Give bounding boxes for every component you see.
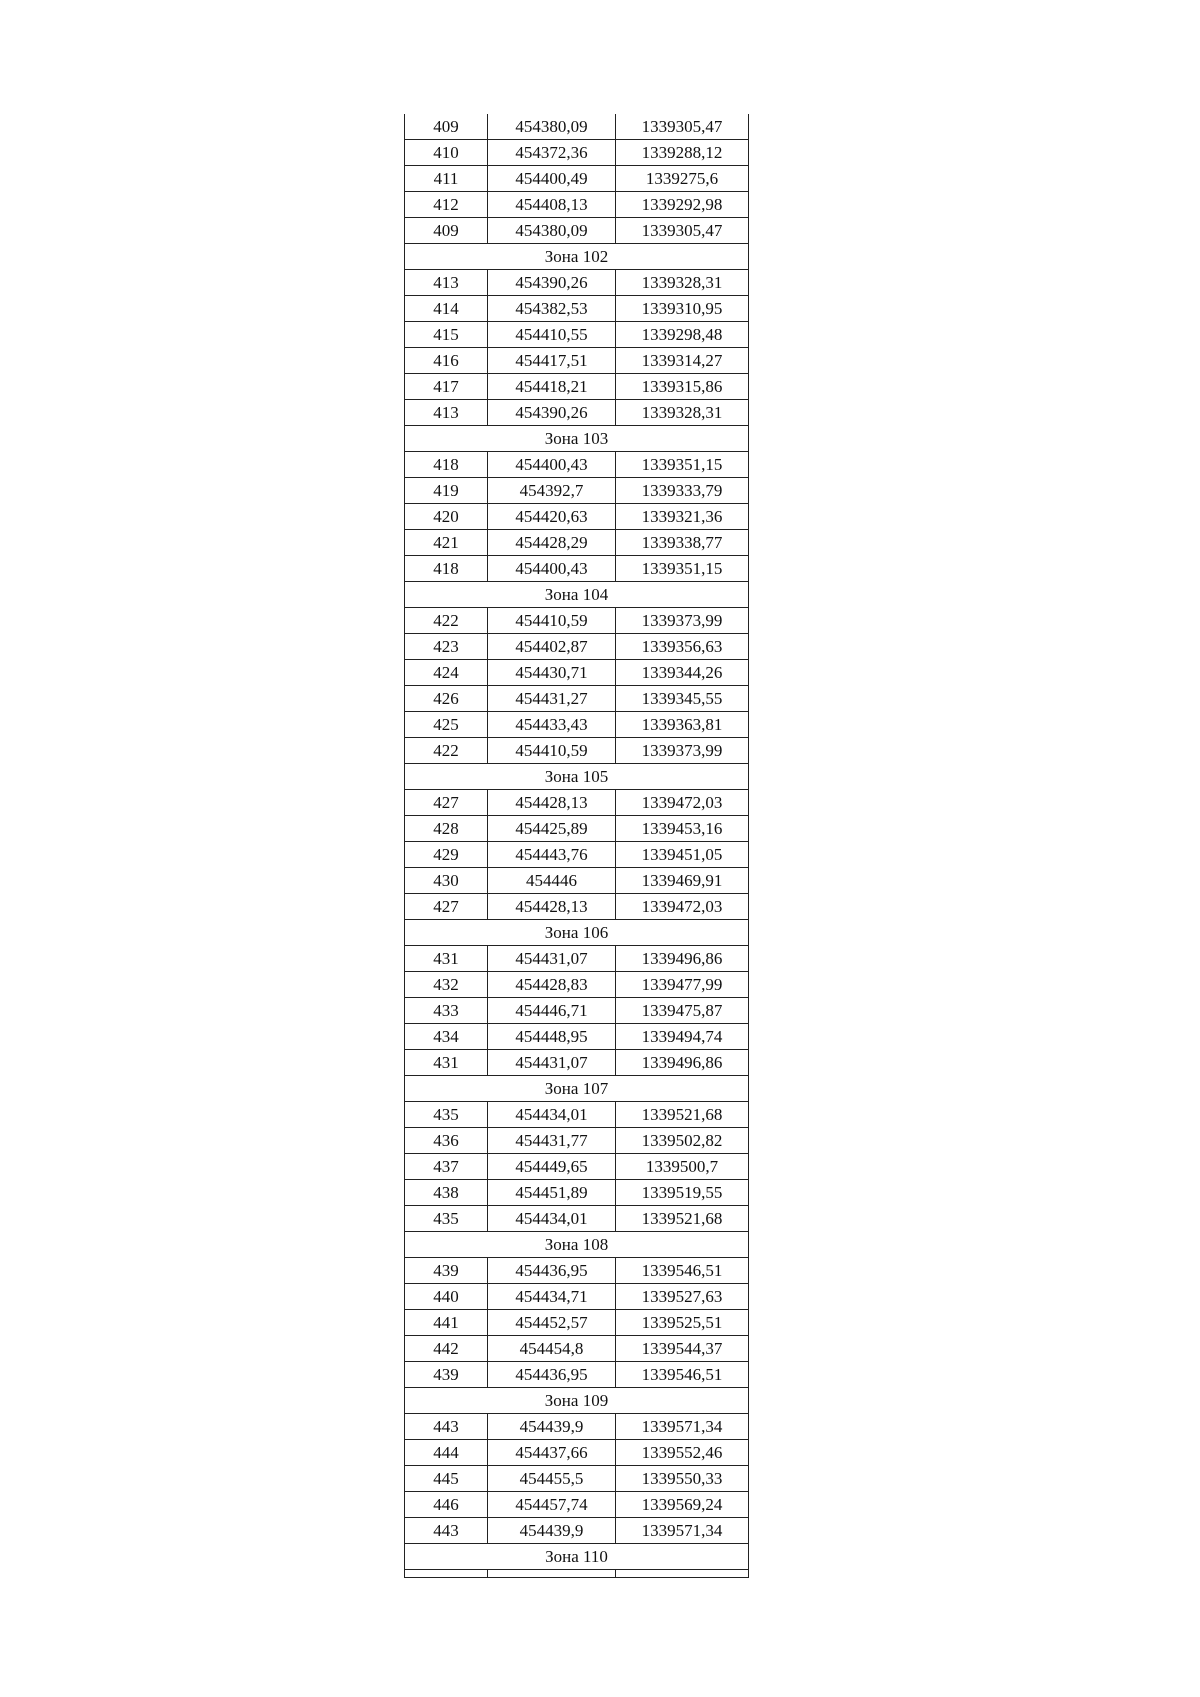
- point-number-cell: 411: [405, 166, 488, 192]
- y-coordinate-cell: 1339502,82: [616, 1128, 749, 1154]
- x-coordinate-cell: 454425,89: [488, 816, 616, 842]
- zone-header-row: [405, 582, 749, 608]
- y-coordinate-cell: 1339496,86: [616, 946, 749, 972]
- x-coordinate-cell: 454454,8: [488, 1336, 616, 1362]
- y-coordinate-cell: 1339521,68: [616, 1102, 749, 1128]
- table-row: [405, 296, 749, 322]
- x-coordinate-cell: 454436,95: [488, 1362, 616, 1388]
- point-number-cell: 418: [405, 452, 488, 478]
- point-number-cell: 426: [405, 686, 488, 712]
- x-coordinate-cell: 454400,49: [488, 166, 616, 192]
- x-coordinate-cell: 454451,89: [488, 1180, 616, 1206]
- y-coordinate-cell: 1339305,47: [616, 114, 749, 140]
- table-row: [405, 608, 749, 634]
- point-number-cell: 409: [405, 218, 488, 244]
- table-row: [405, 1180, 749, 1206]
- table-row: [405, 1102, 749, 1128]
- table-row: [405, 1284, 749, 1310]
- x-coordinate-cell: 454400,43: [488, 452, 616, 478]
- point-number-cell: 429: [405, 842, 488, 868]
- point-number-cell: 434: [405, 1024, 488, 1050]
- table-row: [405, 1492, 749, 1518]
- x-coordinate-cell: [488, 1570, 616, 1578]
- y-coordinate-cell: 1339275,6: [616, 166, 749, 192]
- point-number-cell: 435: [405, 1206, 488, 1232]
- point-number-cell: 412: [405, 192, 488, 218]
- x-coordinate-cell: 454372,36: [488, 140, 616, 166]
- point-number-cell: 444: [405, 1440, 488, 1466]
- table-row: [405, 166, 749, 192]
- zone-header-row: [405, 764, 749, 790]
- x-coordinate-cell: 454418,21: [488, 374, 616, 400]
- x-coordinate-cell: 454390,26: [488, 270, 616, 296]
- point-number-cell: 423: [405, 634, 488, 660]
- table-row: [405, 192, 749, 218]
- point-number-cell: 414: [405, 296, 488, 322]
- point-number-cell: 438: [405, 1180, 488, 1206]
- table-row: [405, 270, 749, 296]
- x-coordinate-cell: 454428,29: [488, 530, 616, 556]
- table-row: [405, 530, 749, 556]
- coordinates-table-body: [405, 114, 749, 1578]
- y-coordinate-cell: 1339305,47: [616, 218, 749, 244]
- y-coordinate-cell: 1339472,03: [616, 894, 749, 920]
- x-coordinate-cell: 454434,71: [488, 1284, 616, 1310]
- table-row: [405, 1414, 749, 1440]
- table-row: [405, 686, 749, 712]
- zone-label: Зона 106: [405, 920, 749, 946]
- point-number-cell: 413: [405, 270, 488, 296]
- table-row: [405, 894, 749, 920]
- point-number-cell: 428: [405, 816, 488, 842]
- x-coordinate-cell: 454439,9: [488, 1414, 616, 1440]
- point-number-cell: 416: [405, 348, 488, 374]
- y-coordinate-cell: 1339500,7: [616, 1154, 749, 1180]
- y-coordinate-cell: 1339292,98: [616, 192, 749, 218]
- point-number-cell: 421: [405, 530, 488, 556]
- x-coordinate-cell: 454434,01: [488, 1206, 616, 1232]
- y-coordinate-cell: 1339356,63: [616, 634, 749, 660]
- zone-label: Зона 110: [405, 1544, 749, 1570]
- y-coordinate-cell: 1339571,34: [616, 1518, 749, 1544]
- x-coordinate-cell: 454392,7: [488, 478, 616, 504]
- x-coordinate-cell: 454420,63: [488, 504, 616, 530]
- y-coordinate-cell: 1339525,51: [616, 1310, 749, 1336]
- table-row: [405, 738, 749, 764]
- point-number-cell: 415: [405, 322, 488, 348]
- y-coordinate-cell: 1339298,48: [616, 322, 749, 348]
- x-coordinate-cell: 454417,51: [488, 348, 616, 374]
- x-coordinate-cell: 454428,13: [488, 790, 616, 816]
- x-coordinate-cell: 454457,74: [488, 1492, 616, 1518]
- point-number-cell: 436: [405, 1128, 488, 1154]
- y-coordinate-cell: 1339571,34: [616, 1414, 749, 1440]
- table-row: [405, 946, 749, 972]
- point-number-cell: 445: [405, 1466, 488, 1492]
- x-coordinate-cell: 454431,07: [488, 1050, 616, 1076]
- point-number-cell: 435: [405, 1102, 488, 1128]
- point-number-cell: 419: [405, 478, 488, 504]
- table-row: [405, 868, 749, 894]
- point-number-cell: 431: [405, 1050, 488, 1076]
- point-number-cell: 437: [405, 1154, 488, 1180]
- point-number-cell: 446: [405, 1492, 488, 1518]
- table-row: [405, 114, 749, 140]
- x-coordinate-cell: 454380,09: [488, 218, 616, 244]
- table-row: [405, 1206, 749, 1232]
- point-number-cell: 442: [405, 1336, 488, 1362]
- zone-header-row: [405, 920, 749, 946]
- y-coordinate-cell: 1339338,77: [616, 530, 749, 556]
- x-coordinate-cell: 454433,43: [488, 712, 616, 738]
- y-coordinate-cell: 1339469,91: [616, 868, 749, 894]
- table-row: [405, 322, 749, 348]
- table-row: [405, 1518, 749, 1544]
- table-row: [405, 348, 749, 374]
- y-coordinate-cell: 1339288,12: [616, 140, 749, 166]
- table-row: [405, 1050, 749, 1076]
- y-coordinate-cell: 1339351,15: [616, 556, 749, 582]
- x-coordinate-cell: 454410,59: [488, 738, 616, 764]
- table-row: [405, 374, 749, 400]
- point-number-cell: 441: [405, 1310, 488, 1336]
- zone-label: Зона 103: [405, 426, 749, 452]
- point-number-cell: 443: [405, 1414, 488, 1440]
- table-row: [405, 1310, 749, 1336]
- table-row: [405, 556, 749, 582]
- point-number-cell: 417: [405, 374, 488, 400]
- zone-label: Зона 102: [405, 244, 749, 270]
- table-row: [405, 816, 749, 842]
- x-coordinate-cell: 454446: [488, 868, 616, 894]
- y-coordinate-cell: 1339321,36: [616, 504, 749, 530]
- y-coordinate-cell: 1339552,46: [616, 1440, 749, 1466]
- x-coordinate-cell: 454448,95: [488, 1024, 616, 1050]
- point-number-cell: 427: [405, 790, 488, 816]
- point-number-cell: 410: [405, 140, 488, 166]
- table-row-empty: [405, 1570, 749, 1578]
- table-row: [405, 842, 749, 868]
- y-coordinate-cell: 1339310,95: [616, 296, 749, 322]
- x-coordinate-cell: 454431,77: [488, 1128, 616, 1154]
- table-row: [405, 218, 749, 244]
- table-row: [405, 998, 749, 1024]
- zone-label: Зона 109: [405, 1388, 749, 1414]
- zone-header-row: [405, 1388, 749, 1414]
- table-row: [405, 1336, 749, 1362]
- y-coordinate-cell: 1339494,74: [616, 1024, 749, 1050]
- table-row: [405, 452, 749, 478]
- point-number-cell: 418: [405, 556, 488, 582]
- x-coordinate-cell: 454410,55: [488, 322, 616, 348]
- table-row: [405, 1154, 749, 1180]
- x-coordinate-cell: 454410,59: [488, 608, 616, 634]
- y-coordinate-cell: 1339345,55: [616, 686, 749, 712]
- y-coordinate-cell: 1339363,81: [616, 712, 749, 738]
- zone-header-row: [405, 1544, 749, 1570]
- table-row: [405, 790, 749, 816]
- x-coordinate-cell: 454437,66: [488, 1440, 616, 1466]
- zone-header-row: [405, 1076, 749, 1102]
- y-coordinate-cell: 1339373,99: [616, 738, 749, 764]
- y-coordinate-cell: 1339344,26: [616, 660, 749, 686]
- zone-label: Зона 107: [405, 1076, 749, 1102]
- y-coordinate-cell: 1339314,27: [616, 348, 749, 374]
- point-number-cell: 424: [405, 660, 488, 686]
- y-coordinate-cell: 1339328,31: [616, 270, 749, 296]
- table-row: [405, 400, 749, 426]
- x-coordinate-cell: 454449,65: [488, 1154, 616, 1180]
- point-number-cell: [405, 1570, 488, 1578]
- point-number-cell: 431: [405, 946, 488, 972]
- point-number-cell: 433: [405, 998, 488, 1024]
- table-row: [405, 1440, 749, 1466]
- table-row: [405, 1258, 749, 1284]
- point-number-cell: 439: [405, 1258, 488, 1284]
- table-row: [405, 660, 749, 686]
- y-coordinate-cell: 1339527,63: [616, 1284, 749, 1310]
- x-coordinate-cell: 454431,27: [488, 686, 616, 712]
- table-row: [405, 140, 749, 166]
- x-coordinate-cell: 454439,9: [488, 1518, 616, 1544]
- x-coordinate-cell: 454402,87: [488, 634, 616, 660]
- y-coordinate-cell: 1339472,03: [616, 790, 749, 816]
- zone-header-row: [405, 1232, 749, 1258]
- x-coordinate-cell: 454428,83: [488, 972, 616, 998]
- x-coordinate-cell: 454434,01: [488, 1102, 616, 1128]
- y-coordinate-cell: [616, 1570, 749, 1578]
- table-row: [405, 478, 749, 504]
- point-number-cell: 413: [405, 400, 488, 426]
- y-coordinate-cell: 1339451,05: [616, 842, 749, 868]
- y-coordinate-cell: 1339328,31: [616, 400, 749, 426]
- x-coordinate-cell: 454380,09: [488, 114, 616, 140]
- x-coordinate-cell: 454452,57: [488, 1310, 616, 1336]
- y-coordinate-cell: 1339519,55: [616, 1180, 749, 1206]
- point-number-cell: 425: [405, 712, 488, 738]
- y-coordinate-cell: 1339546,51: [616, 1258, 749, 1284]
- point-number-cell: 409: [405, 114, 488, 140]
- table-row: [405, 712, 749, 738]
- x-coordinate-cell: 454443,76: [488, 842, 616, 868]
- table-row: [405, 1466, 749, 1492]
- y-coordinate-cell: 1339546,51: [616, 1362, 749, 1388]
- x-coordinate-cell: 454455,5: [488, 1466, 616, 1492]
- point-number-cell: 443: [405, 1518, 488, 1544]
- zone-label: Зона 105: [405, 764, 749, 790]
- zone-label: Зона 108: [405, 1232, 749, 1258]
- table-row: [405, 1362, 749, 1388]
- point-number-cell: 422: [405, 738, 488, 764]
- point-number-cell: 427: [405, 894, 488, 920]
- zone-header-row: [405, 244, 749, 270]
- table-row: [405, 504, 749, 530]
- y-coordinate-cell: 1339315,86: [616, 374, 749, 400]
- x-coordinate-cell: 454390,26: [488, 400, 616, 426]
- x-coordinate-cell: 454436,95: [488, 1258, 616, 1284]
- x-coordinate-cell: 454428,13: [488, 894, 616, 920]
- coordinates-table: [404, 114, 749, 1578]
- y-coordinate-cell: 1339550,33: [616, 1466, 749, 1492]
- y-coordinate-cell: 1339453,16: [616, 816, 749, 842]
- y-coordinate-cell: 1339496,86: [616, 1050, 749, 1076]
- point-number-cell: 420: [405, 504, 488, 530]
- table-row: [405, 1128, 749, 1154]
- point-number-cell: 439: [405, 1362, 488, 1388]
- table-row: [405, 634, 749, 660]
- y-coordinate-cell: 1339477,99: [616, 972, 749, 998]
- point-number-cell: 432: [405, 972, 488, 998]
- table-row: [405, 1024, 749, 1050]
- y-coordinate-cell: 1339569,24: [616, 1492, 749, 1518]
- x-coordinate-cell: 454400,43: [488, 556, 616, 582]
- y-coordinate-cell: 1339373,99: [616, 608, 749, 634]
- y-coordinate-cell: 1339333,79: [616, 478, 749, 504]
- zone-label: Зона 104: [405, 582, 749, 608]
- point-number-cell: 430: [405, 868, 488, 894]
- y-coordinate-cell: 1339544,37: [616, 1336, 749, 1362]
- x-coordinate-cell: 454431,07: [488, 946, 616, 972]
- zone-header-row: [405, 426, 749, 452]
- point-number-cell: 440: [405, 1284, 488, 1310]
- x-coordinate-cell: 454446,71: [488, 998, 616, 1024]
- y-coordinate-cell: 1339351,15: [616, 452, 749, 478]
- x-coordinate-cell: 454382,53: [488, 296, 616, 322]
- x-coordinate-cell: 454430,71: [488, 660, 616, 686]
- x-coordinate-cell: 454408,13: [488, 192, 616, 218]
- point-number-cell: 422: [405, 608, 488, 634]
- y-coordinate-cell: 1339475,87: [616, 998, 749, 1024]
- y-coordinate-cell: 1339521,68: [616, 1206, 749, 1232]
- table-row: [405, 972, 749, 998]
